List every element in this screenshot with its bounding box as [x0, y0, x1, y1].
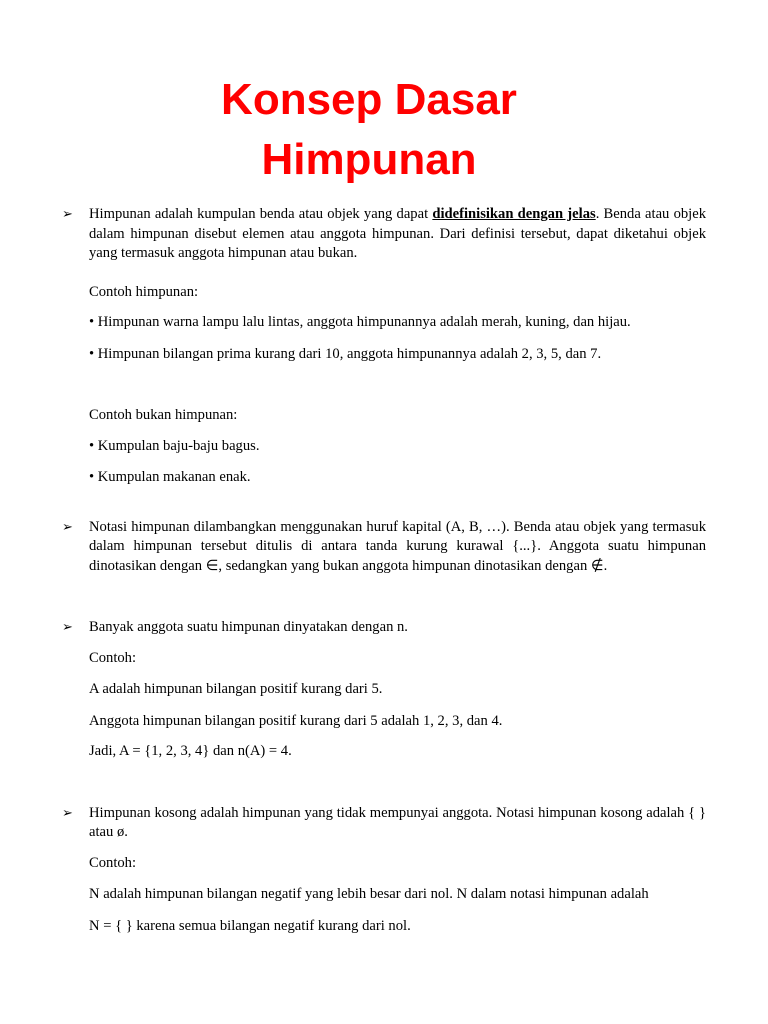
section-definition [62, 205, 706, 488]
definition-text-end: . Benda atau objek dalam himpunan disebut elemen atau anggota himpunan. Dari definisi tersebut, dapat diketahui objek yang termasuk anggota himpunan atau bukan. [89, 206, 706, 261]
section-notation [62, 518, 706, 577]
example-item: • Himpunan bilangan prima kurang dari 10, anggota himpunannya adalah 2, 3, 5, dan 7. [89, 345, 602, 362]
example-heading: Contoh: [89, 854, 137, 871]
section-empty-set [62, 804, 706, 937]
non-example-item: • Kumpulan baju-baju bagus. [89, 437, 260, 454]
definition-paragraph [89, 205, 706, 264]
title-line-1: Konsep Dasar [221, 75, 517, 124]
example-line: A adalah himpunan bilangan positif kurang dari 5. [89, 681, 383, 697]
non-example-heading: Contoh bukan himpunan: [89, 407, 238, 423]
example-heading: Contoh: [89, 649, 137, 666]
title-line-2: Himpunan [261, 135, 477, 184]
example-item: • Himpunan warna lampu lalu lintas, anggota himpunannya adalah merah, kuning, dan hijau. [89, 314, 631, 330]
example-line: Jadi, A = {1, 2, 3, 4} dan n(A) = 4. [89, 743, 292, 759]
non-example-item: • Kumpulan makanan enak. [89, 469, 251, 485]
empty-set-paragraph: Himpunan kosong adalah himpunan yang tidak mempunyai anggota. Notasi himpunan kosong adalah { } atau ø. [89, 804, 706, 840]
section-cardinality [62, 618, 706, 762]
definition-emphasis: didefinisikan dengan jelas [432, 206, 596, 222]
arrow-bullet-icon: ➢ [62, 620, 73, 635]
cardinality-text: Banyak anggota suatu himpunan dinyatakan dengan n. [89, 619, 408, 635]
example-line: N adalah himpunan bilangan negatif yang lebih besar dari nol. N dalam notasi himpunan adalah [89, 886, 649, 902]
page-title [0, 70, 738, 190]
document-body [62, 205, 706, 936]
example-line: Anggota himpunan bilangan positif kurang dari 5 adalah 1, 2, 3, dan 4. [89, 712, 503, 729]
definition-text-start: Himpunan adalah kumpulan benda atau objek yang dapat [89, 206, 433, 222]
arrow-bullet-icon: ➢ [62, 519, 73, 535]
arrow-bullet-icon: ➢ [62, 805, 73, 821]
example-heading: Contoh himpunan: [89, 283, 199, 300]
arrow-bullet-icon: ➢ [62, 207, 73, 222]
notation-paragraph: Notasi himpunan dilambangkan menggunakan huruf kapital (A, B, …). Benda atau objek yang termasuk dalam himpunan tersebut ditulis di antara tanda kurung kurawal {...}. Anggota suatu himpunan dinotasikan dengan ∈, sedangkan yang bukan anggota himpunan dinotasikan dengan ∉. [89, 518, 706, 574]
example-line: N = { } karena semua bilangan negatif kurang dari nol. [89, 917, 411, 934]
